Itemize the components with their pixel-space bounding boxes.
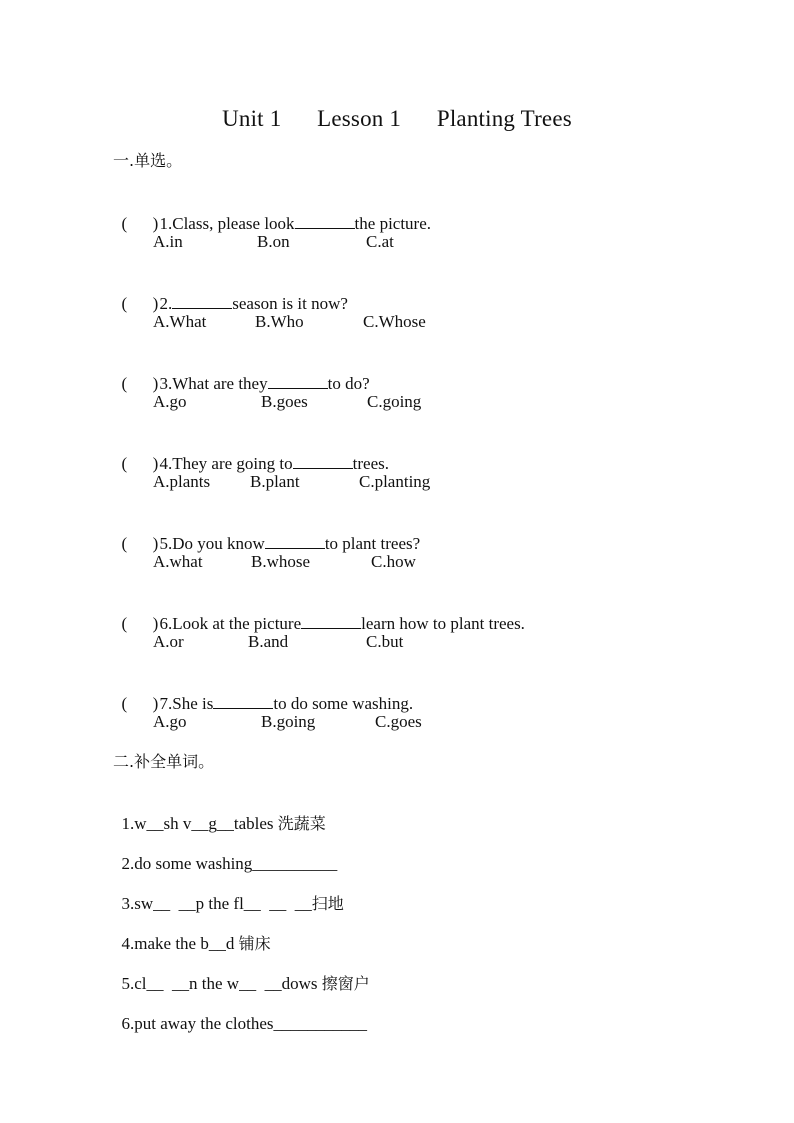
answer-blank	[265, 533, 325, 549]
answer-paren[interactable]: ( )	[121, 614, 159, 633]
option-b: B.going	[261, 712, 316, 731]
question-text-pre: 7.She is	[159, 694, 214, 713]
option-a: A.What	[153, 312, 207, 331]
question-text-post: to do some washing.	[273, 694, 414, 713]
option-a: A.go	[153, 392, 187, 411]
option-b: B.goes	[261, 392, 308, 411]
question-3	[113, 351, 370, 395]
word-item-5	[113, 951, 370, 995]
question-7	[113, 671, 413, 715]
question-text-pre: 1.Class, please look	[159, 214, 295, 233]
option-c: C.goes	[375, 712, 422, 731]
question-2	[113, 271, 348, 315]
answer-paren[interactable]: ( )	[121, 214, 159, 233]
section-heading-complete-words: 二.补全单词。	[113, 752, 215, 771]
option-b: B.Who	[255, 312, 304, 331]
option-b: B.and	[248, 632, 289, 651]
option-a: A.plants	[153, 472, 211, 491]
option-c: C.but	[366, 632, 404, 651]
word-item-chinese: 擦窗户	[321, 974, 370, 993]
answer-paren[interactable]: ( )	[121, 374, 159, 393]
question-6	[113, 591, 525, 635]
word-item-english: 3.sw__ __p the fl__ __ __	[121, 894, 312, 913]
option-a: A.what	[153, 552, 203, 571]
option-c: C.going	[367, 392, 422, 411]
option-b: B.whose	[251, 552, 311, 571]
question-text-pre: 4.They are going to	[159, 454, 293, 473]
question-text-post: to plant trees?	[324, 534, 421, 553]
option-b: B.plant	[250, 472, 300, 491]
word-item-1	[113, 791, 326, 835]
page-title: Unit 1 Lesson 1 Planting Trees	[222, 106, 572, 131]
question-text-pre: 6.Look at the picture	[159, 614, 302, 633]
option-a: A.go	[153, 712, 187, 731]
question-text-post: learn how to plant trees.	[361, 614, 525, 633]
option-a: A.in	[153, 232, 183, 251]
word-item-english: 4.make the b__d	[121, 934, 239, 953]
answer-blank	[295, 213, 355, 229]
question-5	[113, 511, 420, 555]
answer-paren[interactable]: ( )	[121, 694, 159, 713]
word-item-3	[113, 871, 344, 915]
question-text-post: the picture.	[354, 214, 432, 233]
option-c: C.Whose	[363, 312, 426, 331]
word-item-chinese: 洗蔬菜	[277, 814, 326, 833]
answer-blank	[293, 453, 353, 469]
option-c: C.at	[366, 232, 394, 251]
question-4	[113, 431, 389, 475]
section-heading-multiple-choice: 一.单选。	[113, 151, 183, 170]
word-item-chinese: 扫地	[311, 894, 344, 913]
question-text-post: trees.	[352, 454, 389, 473]
answer-paren[interactable]: ( )	[121, 294, 159, 313]
answer-paren[interactable]: ( )	[121, 534, 159, 553]
option-b: B.on	[257, 232, 290, 251]
answer-blank	[213, 693, 273, 709]
question-1	[113, 191, 431, 235]
question-text-post: season is it now?	[232, 294, 348, 313]
answer-blank	[172, 293, 232, 309]
answer-paren[interactable]: ( )	[121, 454, 159, 473]
option-c: C.how	[371, 552, 416, 571]
word-item-chinese: 铺床	[238, 934, 271, 953]
word-item-english: 1.w__sh v__g__tables	[121, 814, 278, 833]
word-item-english: 2.do some washing__________	[121, 854, 338, 873]
word-item-4	[113, 911, 271, 955]
question-text-pre: 3.What are they	[159, 374, 268, 393]
question-text-pre: 5.Do you know	[159, 534, 265, 553]
word-item-2	[113, 831, 337, 875]
option-c: C.planting	[359, 472, 431, 491]
word-item-6	[113, 991, 367, 1035]
option-a: A.or	[153, 632, 184, 651]
word-item-english: 5.cl__ __n the w__ __dows	[121, 974, 322, 993]
word-item-english: 6.put away the clothes___________	[121, 1014, 368, 1033]
question-text-post: to do?	[327, 374, 370, 393]
answer-blank	[268, 373, 328, 389]
question-text-pre: 2.	[159, 294, 173, 313]
answer-blank	[301, 613, 361, 629]
